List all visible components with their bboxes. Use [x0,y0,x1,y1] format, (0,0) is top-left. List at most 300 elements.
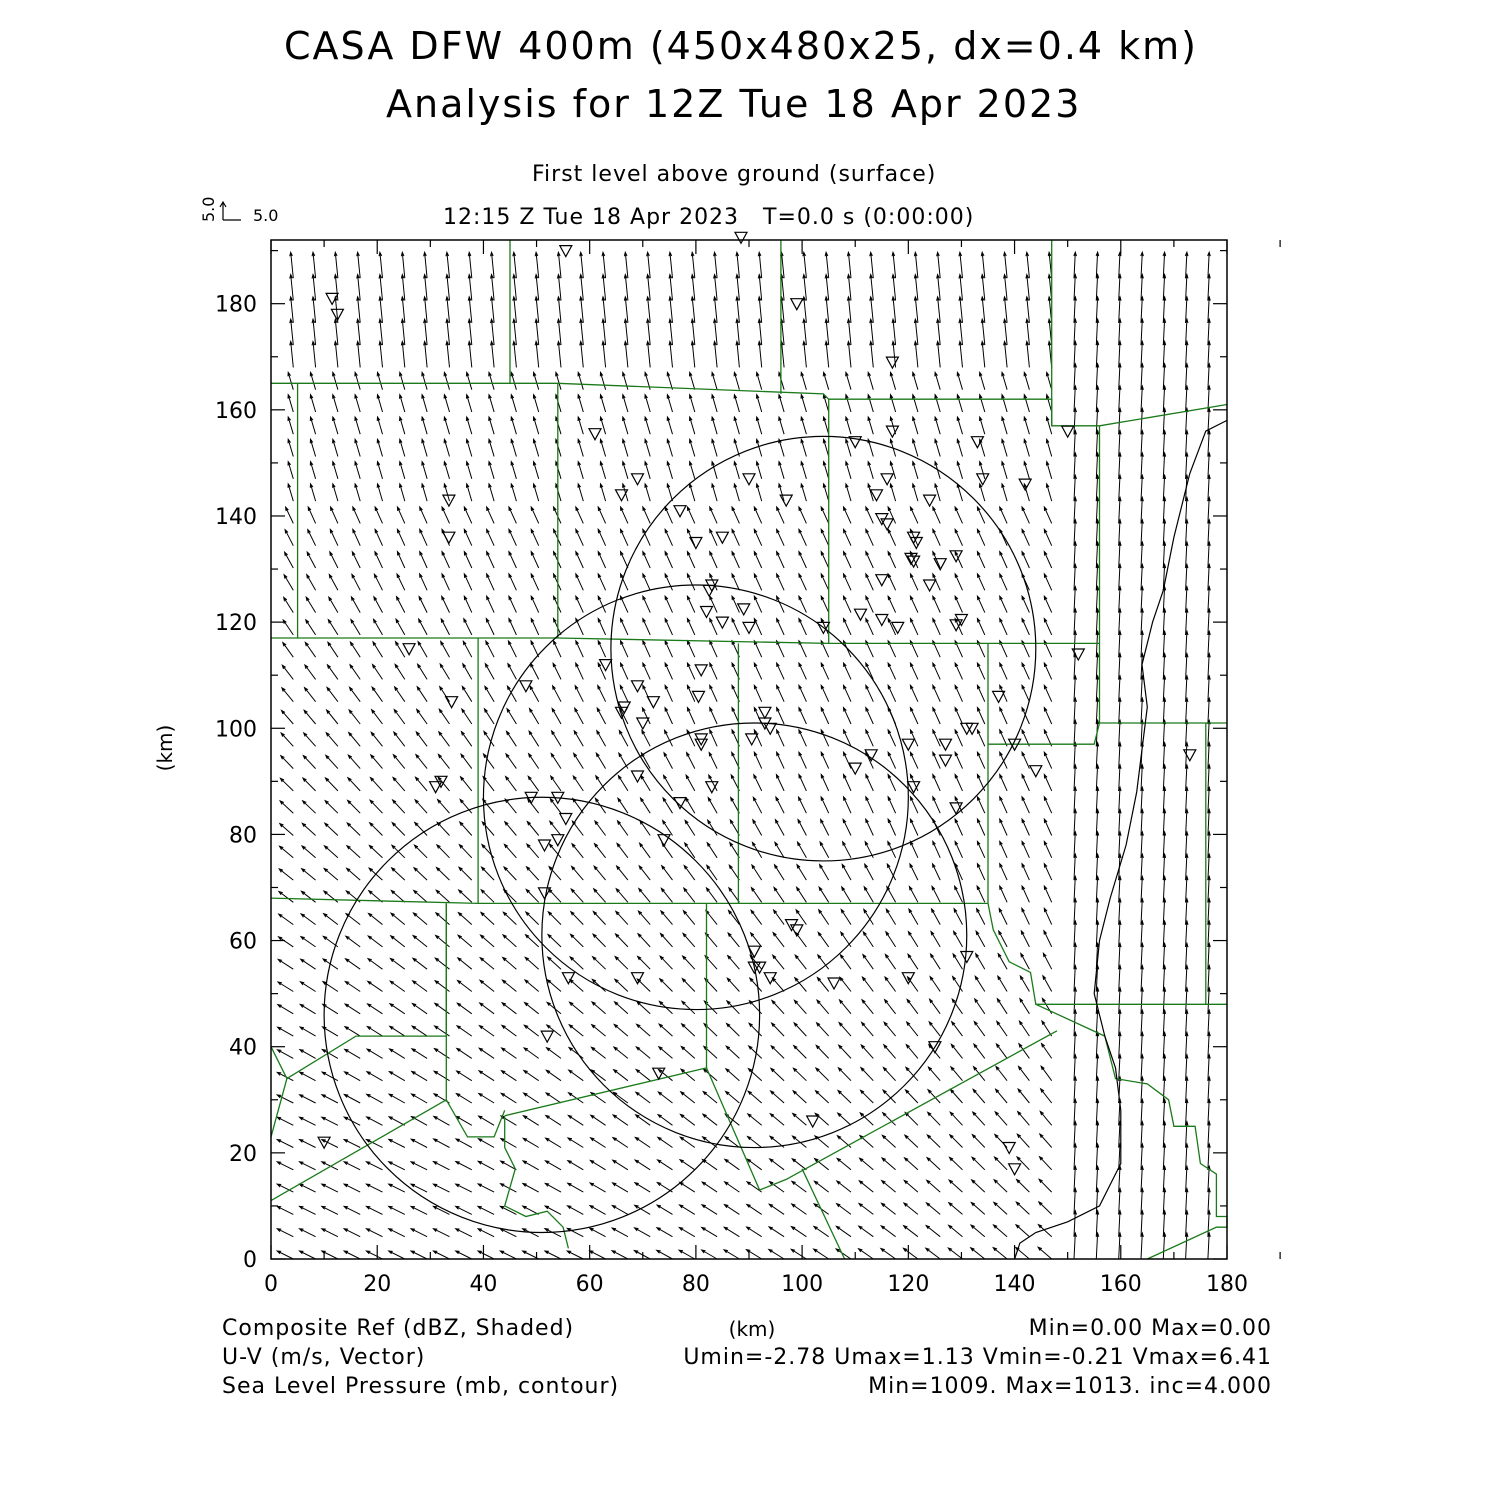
wind-vector [888,819,896,835]
station-marker [632,973,644,984]
wind-vector [955,574,962,590]
wind-vector [373,642,383,657]
wind-vector [683,956,695,969]
wind-vector [442,574,450,590]
wind-vector [1021,931,1029,947]
footer-field2-stats: Umin=-2.78 Umax=1.13 Vmin=-0.21 Vmax=6.41 [683,1345,1272,1370]
wind-vector [1043,976,1052,992]
wind-vector [977,663,984,679]
wind-vector [710,552,717,568]
valid-time-label: 12:15 Z Tue 18 Apr 2023 T=0.0 s (0:00:00) [443,205,975,230]
wind-vector [816,1068,829,1081]
wind-vector [480,1003,494,1014]
wind-vector [552,708,561,724]
wind-vector [866,730,874,746]
wind-vector [846,439,851,456]
wind-vector [468,342,472,368]
wind-vector [981,252,985,278]
station-marker [695,665,707,676]
wind-vector [594,889,606,903]
wind-vector [390,1004,405,1014]
wind-vector [1046,462,1051,479]
wind-vector [511,462,516,479]
wind-vector [870,275,874,301]
wind-vector [658,1137,673,1147]
wind-vector [456,1184,472,1192]
wind-vector [549,889,561,902]
wind-vector [436,890,449,902]
wind-vector [821,708,829,724]
wind-vector [400,372,405,389]
wind-vector [997,1021,1007,1036]
wind-vector [647,342,651,368]
wind-vector [777,552,785,568]
wind-vector [821,552,829,568]
wind-vector [1046,439,1051,456]
wind-vector [975,999,985,1014]
wind-vector [602,297,606,323]
wind-vector [572,844,583,858]
wind-vector [866,619,874,635]
wind-vector [500,1251,516,1259]
wind-vector [478,1251,494,1259]
station-marker [735,232,747,243]
wind-vector [823,484,828,501]
wind-vector [412,1026,427,1036]
wind-vector [576,641,584,657]
wind-vector [1000,864,1007,880]
wind-vector [914,319,918,345]
wind-vector [645,417,650,434]
footer-field3-stats: Min=1009. Max=1013. inc=4.000 [868,1374,1272,1399]
wind-vector [680,1160,695,1170]
wind-vector [422,395,427,412]
wind-vector [910,864,918,880]
wind-vector [290,275,294,301]
wind-vector [624,342,628,368]
wind-vector [509,552,517,568]
wind-vector [825,297,829,323]
wind-vector [300,1140,316,1148]
wind-vector [913,395,918,412]
wind-vector [478,1184,494,1192]
station-marker [632,681,644,692]
wind-vector [278,1005,294,1014]
station-marker [881,474,893,485]
wind-vector [277,1095,293,1103]
wind-vector [859,1226,874,1237]
wind-vector [290,297,294,323]
station-marker [743,474,755,485]
wind-vector [616,934,628,947]
wind-vector [758,297,762,323]
wind-vector [799,619,807,635]
wind-vector [847,252,851,278]
wind-vector [1074,1233,1077,1259]
wind-vector [993,1248,1007,1259]
wind-vector [803,275,807,301]
wind-vector [951,1044,962,1058]
wind-vector [1016,1202,1029,1214]
wind-vector [413,981,428,992]
wind-vector [888,775,896,791]
wind-vector [401,297,405,323]
wind-vector [600,417,605,434]
wind-vector [935,439,940,456]
station-marker [539,840,551,851]
station-marker [892,622,904,633]
wind-vector [535,342,539,368]
wind-vector [754,775,762,791]
wind-vector [1046,484,1051,501]
wind-vector [727,1024,740,1037]
wind-vector [910,663,918,679]
wind-vector [736,252,740,278]
wind-vector [602,342,606,368]
wind-vector [328,642,338,657]
wind-vector [712,395,717,412]
wind-vector [414,868,427,880]
wind-vector [482,822,494,836]
wind-vector [665,685,672,701]
y-tick-label: 140 [215,504,257,530]
wind-vector [507,731,517,746]
wind-vector [466,484,471,501]
wind-vector [814,1181,828,1192]
wind-vector [531,529,539,545]
wind-vector [684,888,695,902]
wind-vector [803,319,807,345]
wind-vector [972,1180,985,1192]
wind-vector [373,665,383,680]
wind-vector [1041,1066,1052,1081]
wind-vector [617,866,628,880]
wind-vector [1044,886,1051,902]
wind-vector [952,1022,963,1036]
wind-vector [665,641,672,657]
wind-vector [592,1025,606,1036]
wind-vector [613,1115,628,1125]
wind-vector [1020,999,1030,1014]
footer-field1-stats: Min=0.00 Max=0.00 [1028,1316,1272,1341]
wind-vector [487,507,495,523]
wind-vector [892,252,896,278]
wind-vector [937,342,941,368]
wind-vector [914,275,918,301]
wind-vector [491,297,495,323]
wind-vector [352,574,360,590]
wind-vector [703,1092,717,1103]
wind-vector [792,1181,807,1192]
station-marker [560,814,572,825]
wind-vector [437,845,450,858]
wind-vector [333,417,338,434]
wind-vector [567,1251,583,1259]
wind-vector [754,552,761,568]
wind-vector [862,1000,873,1014]
wind-vector [950,1112,962,1125]
wind-vector [545,1183,561,1192]
y-tick-label: 160 [215,398,257,424]
plot-title-line2: Analysis for 12Z Tue 18 Apr 2023 [386,82,1082,126]
wind-vector [511,484,516,501]
wind-vector [576,596,584,612]
wind-vector [690,484,695,501]
wind-vector [424,297,428,323]
wind-vector [600,372,605,389]
station-marker [934,559,946,570]
wind-vector [389,1072,405,1081]
wind-vector [955,596,962,612]
wind-vector [803,252,807,278]
wind-vector [462,709,472,724]
wind-vector [1046,417,1051,434]
wind-vector [366,1251,382,1259]
wind-vector [660,979,673,992]
wind-vector [709,753,717,769]
wind-vector [981,275,985,301]
wind-vector [441,641,450,657]
wind-vector [568,1115,583,1125]
wind-vector [751,933,762,947]
wind-vector [280,824,294,836]
wind-vector [438,754,449,768]
wind-vector [304,710,316,724]
wind-vector [890,395,895,412]
wind-vector [636,1047,650,1059]
wind-vector [1042,1044,1052,1059]
wind-vector [411,1206,427,1214]
wind-vector [325,801,338,814]
wind-vector [345,1049,361,1058]
wind-vector [1017,1180,1030,1193]
wind-vector [770,1114,784,1126]
wind-vector [379,342,383,368]
wind-vector [937,252,941,278]
wind-vector [367,1117,383,1125]
wind-vector [466,395,471,412]
wind-vector [535,275,539,301]
wind-vector [511,395,516,412]
wind-vector [389,1117,405,1126]
wind-vector [1022,819,1029,835]
wind-vector [1038,1247,1052,1259]
wind-vector [977,886,985,902]
wind-vector [935,484,940,501]
wind-vector [703,1114,717,1125]
wind-vector [285,530,293,546]
wind-vector [724,1227,739,1237]
wind-vector [838,1068,851,1081]
wind-vector [420,552,427,568]
wind-vector [411,1229,427,1237]
wind-vector [1026,342,1030,368]
wind-vector [635,1160,650,1170]
wind-vector [888,574,896,590]
wind-vector [910,752,918,768]
wind-vector [926,1203,940,1215]
wind-vector [506,754,516,769]
wind-vector [624,275,628,301]
wind-vector [777,574,785,590]
wind-vector [282,688,293,702]
wind-vector [823,439,828,456]
wind-vector [571,889,583,902]
wind-vector [951,1090,963,1104]
station-marker [589,429,601,440]
wind-vector [553,663,561,679]
wind-vector [464,552,472,568]
wind-vector [300,1229,316,1237]
wind-vector [593,934,606,947]
wind-vector [687,753,695,769]
wind-vector [980,372,985,389]
wind-vector [420,574,428,590]
wind-vector [1044,752,1051,768]
wind-vector [774,910,785,925]
wind-vector [752,865,762,880]
wind-vector [953,954,962,969]
wind-vector [456,1229,472,1237]
wind-vector [377,439,382,456]
wind-vector [367,1049,382,1058]
wind-vector [280,846,294,858]
station-marker [403,644,415,655]
wind-vector [505,799,516,813]
wind-vector [1044,663,1051,679]
wind-vector [357,342,361,368]
wind-vector [796,910,806,925]
wind-vector [821,775,829,791]
wind-vector [575,708,584,724]
wind-vector [1024,462,1029,479]
wind-vector [613,1160,628,1170]
wind-vector [333,372,338,389]
wind-vector [973,1089,985,1103]
wind-vector [575,686,583,702]
wind-vector [277,1117,293,1125]
wind-vector [531,641,539,657]
wind-vector [1022,619,1029,635]
x-tick-label: 20 [363,1272,392,1297]
wind-vector [527,867,539,880]
wind-vector [528,776,539,791]
wind-vector [459,890,472,902]
wind-vector [977,685,984,701]
wind-vector [974,1044,985,1058]
wind-vector [1002,372,1007,389]
wind-vector [882,1181,896,1193]
county-boundary [271,1100,446,1201]
wind-vector [1185,1233,1188,1259]
wind-vector [277,1162,293,1170]
wind-vector [726,1046,739,1058]
wind-vector [436,935,450,947]
wind-vector [870,252,874,278]
wind-vector [937,297,941,323]
wind-vector [590,1228,606,1237]
footer-field2-name: U-V (m/s, Vector) [222,1345,426,1370]
wind-vector [600,484,605,501]
wind-vector [368,1004,383,1014]
wind-vector [529,754,539,769]
wind-vector [687,641,694,657]
wind-vector [279,892,293,903]
wind-vector [748,1114,762,1125]
wind-vector [580,252,584,278]
wind-vector [590,1206,606,1215]
wind-vector [980,484,985,501]
wind-vector [288,417,293,434]
wind-vector [424,342,428,368]
y-tick-label: 60 [229,929,257,955]
wind-vector [771,1046,784,1059]
wind-vector [1000,841,1007,857]
wind-vector [371,755,383,769]
wind-vector [995,1157,1008,1170]
wind-vector [756,484,761,501]
wind-vector [777,619,785,635]
wind-vector [707,865,717,880]
wind-vector [322,1072,338,1081]
wind-vector [501,1139,517,1148]
wind-vector [814,1227,829,1237]
wind-vector [591,1115,606,1125]
wind-vector [328,620,338,635]
wind-vector [847,275,851,301]
wind-vector [435,1003,450,1014]
wind-vector [580,342,584,368]
station-marker [674,506,686,517]
wind-vector [422,462,427,479]
station-marker [902,739,914,750]
wind-vector [639,889,650,903]
wind-vector [932,909,941,925]
wind-vector [949,1203,963,1215]
wind-vector [638,911,650,925]
wind-vector [479,1071,494,1081]
wind-vector [303,778,316,791]
y-tick-label: 120 [215,611,257,637]
wind-vector [394,732,405,746]
wind-vector [393,755,404,769]
wind-vector [355,439,360,456]
wind-vector [1208,1233,1211,1259]
wind-vector [712,462,717,479]
wind-vector [369,913,383,924]
wind-vector [816,1091,829,1103]
wind-vector [777,685,785,701]
wind-vector [618,776,628,791]
wind-vector [501,1071,516,1081]
wind-vector [647,297,651,323]
wind-vector [928,1067,940,1081]
wind-vector [974,1022,985,1037]
wind-vector [712,439,717,456]
station-marker [780,495,792,506]
wind-vector [836,1226,851,1236]
wind-vector [949,1180,962,1192]
wind-vector [479,1026,494,1037]
wind-vector [658,1092,672,1103]
wind-vector [598,507,605,523]
wind-vector [526,935,539,947]
wind-vector [732,507,739,523]
wind-vector [503,958,517,970]
wind-vector [779,395,784,412]
wind-vector [422,417,427,434]
wind-vector [527,822,538,836]
